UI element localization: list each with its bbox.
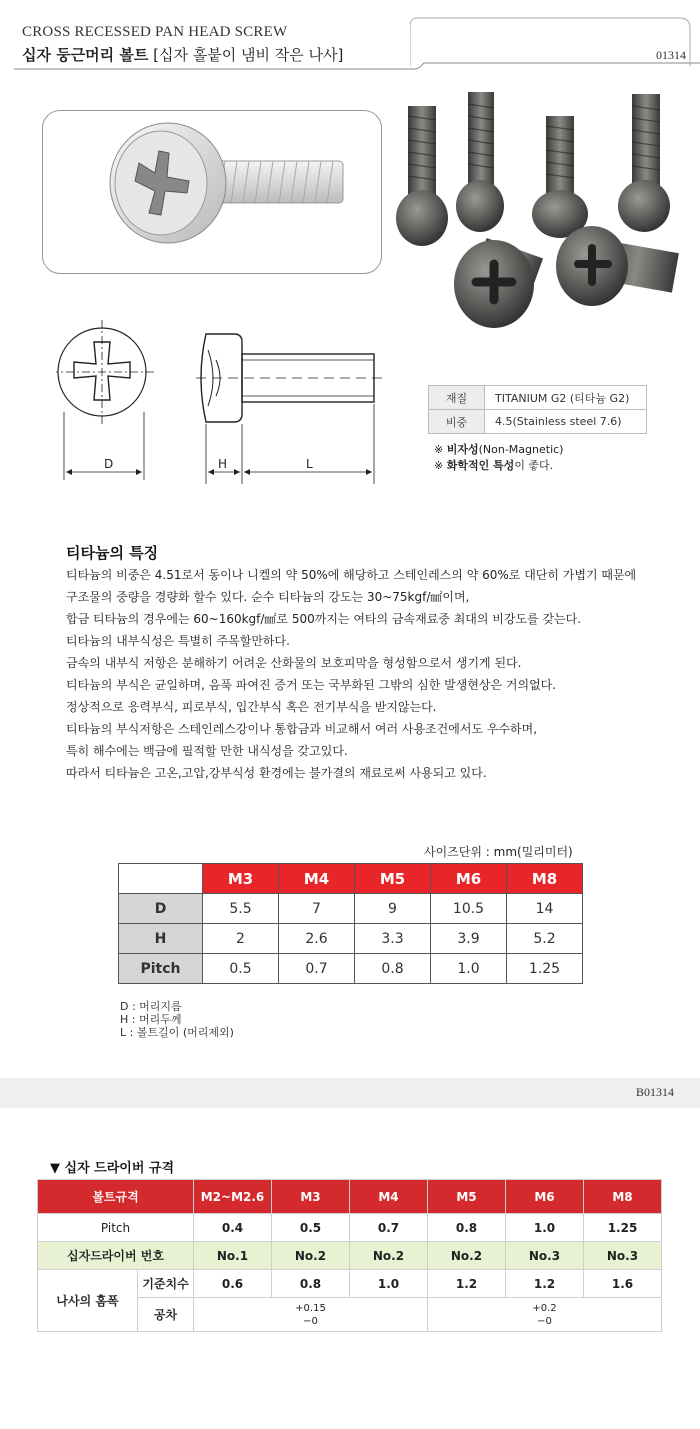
features-line: 합금 티타늄의 경우에는 60~160kgf/㎟로 500까지는 여타의 금속재료중 최대의 비강도를 갖는다. [66,612,582,626]
driver-sub-label: 공차 [138,1298,194,1332]
driver-cell: 1.2 [506,1270,584,1298]
dim-label-h: H [218,457,228,471]
tol-minus: −0 [303,1315,318,1327]
size-cell: 5.2 [507,924,583,954]
size-cell: 0.5 [203,954,279,984]
product-code: 01314 [656,48,686,62]
size-row-label: H [119,924,203,954]
size-row-label: Pitch [119,954,203,984]
driver-col-header: M2~M2.6 [194,1180,272,1214]
size-row [119,954,583,984]
size-cell: 1.25 [507,954,583,984]
material-note [434,457,553,473]
size-cell: 3.9 [431,924,507,954]
features-line: 특히 해수에는 백금에 필적할 만한 내식성을 갖고있다. [66,744,348,758]
driver-cell: 1.25 [584,1214,662,1242]
driver-table [37,1179,662,1332]
driver-header-label: 볼트규격 [38,1180,194,1214]
driver-row-label: 나사의 홈폭 [38,1270,138,1332]
features-line: 정상적으로 응력부식, 피로부식, 입간부식 혹은 전기부식을 받지않는다. [66,700,437,714]
driver-cell: 0.6 [194,1270,272,1298]
size-cell: 3.3 [355,924,431,954]
material-value: TITANIUM G2 (티타늄 G2) [485,386,647,410]
features-line: 티타늄의 비중은 4.51로서 동이나 니켈의 약 50%에 해당하고 스테인레스의 약 60%로 대단히 가볍기 때문에 [66,568,637,582]
size-cell: 7 [279,894,355,924]
driver-cell: 0.8 [272,1270,350,1298]
size-cell: 9 [355,894,431,924]
features-line: 금속의 내부식 저항은 분해하기 어려운 산화물의 보호피막을 형성함으로서 생기게 된다. [66,656,522,670]
driver-col-header: M8 [584,1180,662,1214]
driver-cell: 1.2 [428,1270,506,1298]
driver-cell: No.2 [272,1242,350,1270]
features-line: 구조물의 중량을 경량화 할수 있다. 순수 티타늄의 강도는 30~75kgf/㎟이며, [66,590,470,604]
features-line: 티타늄의 부식은 균일하며, 음푹 파여진 증거 또는 국부화된 그밖의 심한 발생현상은 거의없다. [66,678,557,692]
legend-line: H : 머리두께 [120,1013,182,1026]
driver-number-row [38,1242,662,1270]
features-line: 티타늄의 부식저항은 스테인레스강이나 통합금과 비교해서 여러 사용조건에서도 우수하며, [66,722,538,736]
driver-cell: No.3 [506,1242,584,1270]
driver-col-header: M5 [428,1180,506,1214]
material-row [429,410,647,434]
size-cell: 10.5 [431,894,507,924]
driver-cell: 0.7 [350,1214,428,1242]
size-cell: 0.7 [279,954,355,984]
driver-cell: 1.0 [506,1214,584,1242]
technical-drawing [56,320,396,500]
titanium-screws-photo [396,86,696,336]
note-mark: ※ [434,443,447,456]
note-bold: 화학적인 특성 [446,459,515,472]
size-col-header: M3 [203,864,279,894]
size-row [119,894,583,924]
driver-row-label: 십자드라이버 번호 [38,1242,194,1270]
legend-line: L : 볼트길이 (머리제외) [120,1026,234,1039]
features-line: 티타늄의 내부식성은 특별히 주목할만하다. [66,634,290,648]
size-cell: 14 [507,894,583,924]
size-cell: 5.5 [203,894,279,924]
driver-cell: 0.5 [272,1214,350,1242]
title-korean-sub: [십자 홀붙이 냄비 작은 나사] [153,46,344,64]
driver-cell: 1.6 [584,1270,662,1298]
size-corner [119,864,203,894]
size-header-row [119,864,583,894]
size-cell: 2 [203,924,279,954]
driver-cell: 0.8 [428,1214,506,1242]
features-title: 티타늄의 특징 [66,544,159,562]
size-cell: 1.0 [431,954,507,984]
size-cell: 0.8 [355,954,431,984]
note-rest: (Non-Magnetic) [478,443,564,456]
material-table [428,385,647,434]
size-table [118,863,583,984]
material-row [429,386,647,410]
driver-cell: No.1 [194,1242,272,1270]
driver-header-row [38,1180,662,1214]
driver-col-header: M6 [506,1180,584,1214]
driver-std-row [38,1270,662,1298]
driver-cell: 0.4 [194,1214,272,1242]
driver-col-header: M4 [350,1180,428,1214]
note-rest: 이 좋다. [514,459,554,472]
driver-tol-cell [428,1298,662,1332]
size-col-header: M6 [431,864,507,894]
title-korean-bold: 십자 둥근머리 볼트 [22,46,149,64]
screw-photo-frame [42,110,382,274]
screw-photo-illustration [43,111,383,275]
material-note [434,441,563,457]
note-mark: ※ [434,459,447,472]
legend-line: D : 머리지름 [120,1000,182,1013]
material-key: 재질 [429,386,485,410]
header-tab-outline [410,16,700,66]
material-key: 비중 [429,410,485,434]
dim-label-d: D [104,457,114,471]
features-line: 따라서 티타늄은 고온,고압,강부식성 환경에는 불가결의 재료로써 사용되고 있다. [66,766,487,780]
material-value: 4.5(Stainless steel 7.6) [485,410,647,434]
title-english: CROSS RECESSED PAN HEAD SCREW [22,24,288,40]
size-col-header: M5 [355,864,431,894]
tol-plus: +0.2 [532,1302,557,1314]
dim-label-l: L [306,457,313,471]
size-col-header: M4 [279,864,355,894]
size-unit: 사이즈단위 : mm(밀리미터) [424,845,573,859]
driver-cell: No.2 [428,1242,506,1270]
driver-pitch-row [38,1214,662,1242]
driver-sub-label: 기준치수 [138,1270,194,1298]
driver-title: ▼ 십자 드라이버 규격 [50,1161,175,1176]
driver-cell: No.3 [584,1242,662,1270]
driver-row-label: Pitch [38,1214,194,1242]
size-cell: 2.6 [279,924,355,954]
driver-tol-cell [194,1298,428,1332]
driver-col-header: M3 [272,1180,350,1214]
tol-plus: +0.15 [295,1302,326,1314]
tol-minus: −0 [537,1315,552,1327]
size-col-header: M8 [507,864,583,894]
driver-cell: No.2 [350,1242,428,1270]
band-code: B01314 [635,1085,674,1099]
driver-cell: 1.0 [350,1270,428,1298]
size-row-label: D [119,894,203,924]
size-row [119,924,583,954]
note-bold: 비자성 [446,443,479,456]
section-band [0,1078,700,1108]
